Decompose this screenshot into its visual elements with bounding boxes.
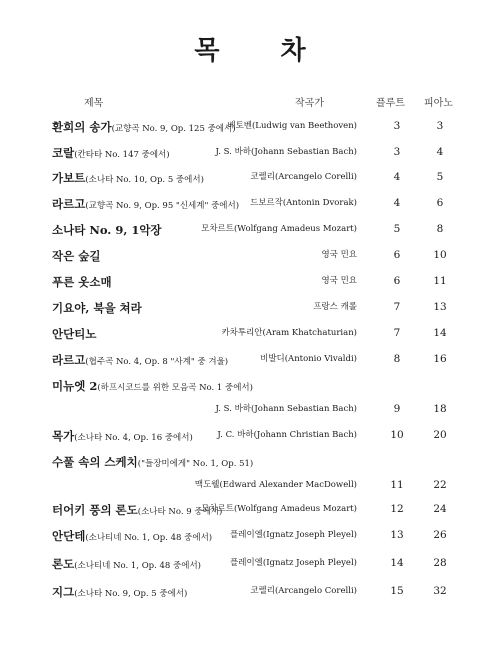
entry-flute-page: 10: [390, 429, 404, 441]
entry-flute-page: 13: [390, 529, 404, 541]
header-flute: 플루트: [376, 98, 405, 109]
entry-title-main: 라르고: [52, 197, 86, 211]
entry-title-sub: (하프시코드를 위한 모음곡 No. 1 중에서): [97, 383, 253, 393]
entry-composer: 플레이엘(Ignatz Joseph Pleyel): [230, 530, 357, 540]
entry-piano-page: 10: [433, 249, 447, 261]
entry-flute-page: 15: [390, 585, 404, 597]
entry-piano-page: 32: [433, 585, 447, 597]
toc-entry: [0, 221, 500, 237]
toc-entry: [0, 169, 500, 185]
entry-flute-page: 6: [393, 275, 401, 287]
entry-composer: 베토벤(Ludwig van Beethoven): [227, 121, 357, 131]
entry-info-line: [0, 195, 500, 211]
entry-flute-page: 12: [390, 503, 404, 515]
entry-title-main: 소나타 No. 9, 1악장: [52, 223, 162, 237]
entry-info-line: [0, 325, 500, 341]
entry-title-main: 푸른 옷소매: [52, 275, 112, 289]
entry-info-line: [0, 247, 500, 263]
entry-title-sub: (소나타 No. 9 중에서): [137, 507, 223, 517]
entry-title-main: 터어키 풍의 론도: [52, 503, 138, 517]
entry-flute-page: 6: [393, 249, 401, 261]
toc-entry: [0, 247, 500, 263]
entry-info-line: [0, 273, 500, 289]
entry-composer: 모차르트(Wolfgang Amadeus Mozart): [201, 224, 357, 234]
page-title: 목 차: [194, 36, 332, 66]
entry-piano-page: 4: [436, 146, 444, 158]
entry-title-sub: (소나타 No. 10, Op. 5 중에서): [85, 175, 204, 185]
toc-entry: [0, 144, 500, 160]
entry-title-main: 작은 숲길: [52, 249, 101, 263]
entry-piano-page: 3: [436, 120, 444, 132]
toc-entry: [0, 299, 500, 315]
entry-title-sub: (칸타타 No. 147 중에서): [74, 150, 170, 160]
entry-title-main: 라르고: [52, 353, 86, 367]
entry-composer: 모차르트(Wolfgang Amadeus Mozart): [201, 504, 357, 514]
entry-info-line: [0, 144, 500, 160]
toc-entry: [0, 555, 500, 571]
header-piano: 피아노: [424, 98, 453, 109]
entry-title: [52, 453, 253, 472]
entry-info-line: [0, 527, 500, 543]
toc-entry: [0, 377, 500, 415]
entry-title-sub: ("들장미에게" No. 1, Op. 51): [137, 459, 254, 469]
entry-composer: J. S. 바하(Johann Sebastian Bach): [215, 404, 357, 414]
entry-title-sub: (협주곡 No. 4, Op. 8 "사계" 중 겨울): [85, 357, 229, 367]
entry-flute-page: 3: [393, 120, 401, 132]
entry-title-main: 지그: [52, 585, 75, 599]
entry-title-sub: (소나타 No. 9, Op. 5 중에서): [74, 589, 188, 599]
entry-piano-page: 24: [433, 503, 447, 515]
entry-flute-page: 5: [393, 223, 401, 235]
entry-piano-page: 8: [436, 223, 444, 235]
entry-title-main: 환희의 송가: [52, 120, 112, 134]
entry-info-line: [0, 221, 500, 237]
entry-info-line: [0, 501, 500, 517]
entry-composer: 플레이엘(Ignatz Joseph Pleyel): [230, 558, 357, 568]
entry-composer: J. S. 바하(Johann Sebastian Bach): [215, 147, 357, 157]
entry-info-line: [0, 351, 500, 367]
header-composer: 작곡가: [295, 98, 324, 109]
entry-piano-page: 16: [433, 353, 447, 365]
entry-composer: 드보르작(Antonin Dvorak): [249, 198, 357, 208]
toc-entry: [0, 527, 500, 543]
entry-piano-page: 26: [433, 529, 447, 541]
toc-entry: [0, 351, 500, 367]
entry-title-main: 코랄: [52, 146, 75, 160]
entry-piano-page: 28: [433, 557, 447, 569]
entry-composer: J. C. 바하(Johann Christian Bach): [217, 430, 357, 440]
entry-flute-page: 3: [393, 146, 401, 158]
entry-title-sub: (소나티네 No. 1, Op. 48 중에서): [74, 561, 201, 571]
entry-flute-page: 4: [393, 197, 401, 209]
entry-title-sub: (소나티네 No. 1, Op. 48 중에서): [85, 533, 213, 543]
entry-composer: 카차투리안(Aram Khatchaturian): [221, 328, 357, 338]
entry-title-main: 안단테: [52, 529, 86, 543]
entry-title-main: 수풀 속의 스케치: [52, 455, 138, 469]
entry-flute-page: 8: [393, 353, 401, 365]
entry-piano-page: 6: [436, 197, 444, 209]
entry-flute-page: 4: [393, 171, 401, 183]
header-title: 제목: [84, 98, 104, 109]
entry-title-main: 목가: [52, 429, 75, 443]
entry-composer: 비발디(Antonio Vivaldi): [260, 354, 357, 364]
entry-info-line: [0, 555, 500, 571]
entry-piano-page: 18: [433, 403, 447, 415]
entry-piano-page: 11: [433, 275, 447, 287]
toc-entry: [0, 501, 500, 517]
entry-piano-page: 20: [433, 429, 447, 441]
entry-title-main: 가보트: [52, 171, 86, 185]
entry-piano-page: 13: [433, 301, 447, 313]
entry-composer: 영국 민요: [321, 250, 357, 260]
entry-flute-page: 7: [393, 327, 401, 339]
entry-composer: 코렐리(Arcangelo Corelli): [250, 586, 357, 596]
entry-info-line: [0, 118, 500, 134]
toc-entry: [0, 325, 500, 341]
entry-info-line: [0, 477, 500, 493]
entry-composer: 영국 민요: [321, 276, 357, 286]
entry-piano-page: 5: [436, 171, 444, 183]
entry-piano-page: 14: [433, 327, 447, 339]
toc-entry: [0, 273, 500, 289]
entry-info-line: [0, 401, 500, 417]
toc-entry: [0, 583, 500, 599]
entry-title-sub: (교향곡 No. 9, Op. 125 중에서): [111, 124, 236, 134]
toc-entry: [0, 427, 500, 443]
entry-composer: 프랑스 캐롤: [313, 302, 357, 312]
entry-title-sub: (소나타 No. 4, Op. 16 중에서): [74, 433, 193, 443]
entry-info-line: [0, 169, 500, 185]
entry-flute-page: 14: [390, 557, 404, 569]
entry-piano-page: 22: [433, 479, 447, 491]
toc-entry: [0, 195, 500, 211]
entry-info-line: [0, 299, 500, 315]
entry-flute-page: 7: [393, 301, 401, 313]
entry-title-main: 미뉴엣 2: [52, 379, 98, 393]
entry-composer: 코렐리(Arcangelo Corelli): [250, 172, 357, 182]
entry-info-line: [0, 583, 500, 599]
entry-title-sub: (교향곡 No. 9, Op. 95 "신세계" 중에서): [85, 201, 240, 211]
entry-title-main: 기요야, 북을 쳐라: [52, 301, 142, 315]
entry-title-main: 론도: [52, 557, 75, 571]
toc-entry: [0, 118, 500, 134]
entry-info-line: [0, 427, 500, 443]
entry-flute-page: 11: [390, 479, 404, 491]
toc-entry: [0, 453, 500, 491]
entry-title-main: 안단티노: [52, 327, 97, 341]
entry-composer: 맥도웰(Edward Alexander MacDowell): [194, 480, 357, 490]
entry-flute-page: 9: [393, 403, 401, 415]
entry-title: [52, 377, 253, 396]
